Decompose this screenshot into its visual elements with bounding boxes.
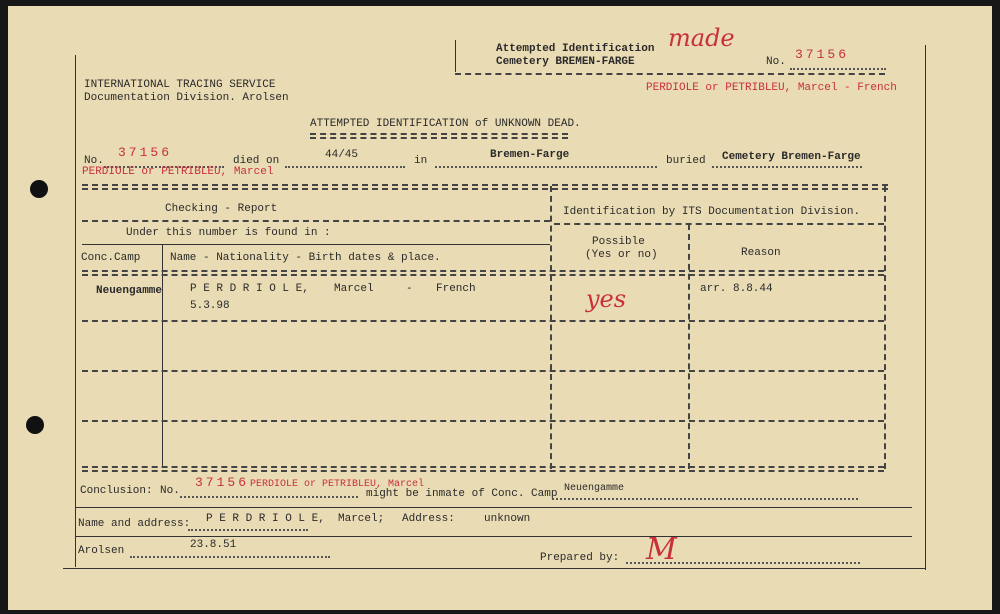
header-row-rule-2 bbox=[82, 274, 884, 276]
its-identification-header: Identification by ITS Documentation Division. bbox=[563, 206, 861, 218]
header-row-rule bbox=[82, 270, 884, 272]
its-division: Documentation Division. Arolsen bbox=[84, 92, 289, 104]
name-address-label: Name and address: bbox=[78, 518, 191, 530]
table-right-edge bbox=[884, 186, 886, 469]
conclusion-label: Conclusion: bbox=[80, 485, 153, 497]
row-rule-3 bbox=[82, 420, 884, 422]
col-possible-sub: (Yes or no) bbox=[585, 249, 658, 261]
death-place: Bremen-Farge bbox=[490, 149, 570, 161]
header-no-label: No. bbox=[766, 56, 786, 68]
cemetery-stamp: Cemetery BREMEN-FARGE bbox=[496, 56, 635, 68]
died-on-value: 44/45 bbox=[325, 149, 359, 161]
col-reason-header: Reason bbox=[741, 247, 781, 259]
camp-name-divider bbox=[162, 245, 163, 467]
page-title: ATTEMPTED IDENTIFICATION of UNKNOWN DEAD. bbox=[310, 118, 581, 130]
conclusion-camp-dots bbox=[552, 498, 858, 500]
row-dash: - bbox=[406, 283, 413, 295]
conclusion-name: PERDIOLE or PETRIBLEU, Marcel bbox=[250, 479, 425, 490]
checking-rule bbox=[82, 220, 550, 222]
under-number-text: Under this number is found in : bbox=[126, 227, 331, 239]
row-camp: Neuengamme bbox=[96, 285, 163, 297]
record-number: 37156 bbox=[118, 145, 173, 160]
header-name-ref: PERDIOLE or PETRIBLEU, Marcel - French bbox=[646, 82, 897, 94]
frame-right bbox=[925, 45, 926, 570]
record-name: PERDIOLE or PETRIBLEU, Marcel bbox=[82, 166, 274, 178]
died-on-label: died on bbox=[233, 155, 280, 167]
possible-reason-divider bbox=[688, 224, 690, 469]
row-rule-1 bbox=[82, 320, 884, 322]
table-bottom-rule-2 bbox=[82, 470, 884, 472]
row-first-name: Marcel bbox=[334, 283, 374, 295]
row-rule-2 bbox=[82, 370, 884, 372]
stamp-bottom-rule bbox=[455, 73, 885, 75]
prepared-by-initial: M bbox=[646, 532, 677, 567]
footer-date-dots bbox=[130, 556, 330, 558]
address-rule bbox=[76, 536, 912, 537]
row-birth-date: 5.3.98 bbox=[190, 300, 230, 312]
col-camp-header: Conc.Camp bbox=[81, 252, 141, 264]
address-value: unknown bbox=[484, 513, 531, 525]
checking-report-header: Checking - Report bbox=[165, 203, 278, 215]
row-reason: arr. 8.8.44 bbox=[700, 283, 773, 295]
its-rule bbox=[554, 223, 884, 225]
footer-place: Arolsen bbox=[78, 545, 125, 557]
its-name: INTERNATIONAL TRACING SERVICE bbox=[84, 79, 276, 91]
place-dots bbox=[435, 166, 657, 168]
conclusion-text: might be inmate of Conc. Camp bbox=[366, 488, 558, 500]
punch-hole-top bbox=[30, 180, 48, 198]
record-no-label: No. bbox=[84, 155, 104, 167]
title-underline-2 bbox=[310, 137, 568, 139]
table-bottom-rule bbox=[82, 466, 884, 468]
header-card-number: 37156 bbox=[795, 47, 850, 62]
stamp-left-rule bbox=[455, 40, 456, 72]
attempted-identification-stamp: Attempted Identification bbox=[496, 43, 655, 55]
address-surname: P E R D R I O L E, bbox=[206, 513, 325, 525]
header-number-dots bbox=[790, 68, 886, 70]
row-nationality: French bbox=[436, 283, 476, 295]
buried-label: buried bbox=[666, 155, 706, 167]
punch-hole-bottom bbox=[26, 416, 44, 434]
frame-left bbox=[75, 55, 76, 567]
conclusion-camp: Neuengamme bbox=[564, 483, 625, 494]
row-possible: yes bbox=[586, 285, 627, 313]
table-divider bbox=[550, 186, 552, 469]
in-label: in bbox=[414, 155, 428, 167]
conclusion-number: 37156 bbox=[195, 475, 250, 490]
address-label: Address: bbox=[402, 513, 455, 525]
buried-dots bbox=[712, 166, 862, 168]
name-address-dots bbox=[188, 529, 308, 531]
made-note: made bbox=[668, 24, 735, 52]
conclusion-no-dots bbox=[180, 496, 358, 498]
died-on-dots bbox=[285, 166, 405, 168]
buried-place: Cemetery Bremen-Farge bbox=[722, 151, 861, 163]
conclusion-rule bbox=[76, 507, 912, 508]
footer-date: 23.8.51 bbox=[190, 539, 237, 551]
conclusion-no-label: No. bbox=[160, 485, 180, 497]
frame-bottom bbox=[63, 568, 925, 569]
under-number-rule bbox=[82, 244, 550, 245]
title-underline-1 bbox=[310, 133, 568, 135]
table-top-rule-2 bbox=[82, 188, 888, 190]
address-first-name: Marcel; bbox=[338, 513, 385, 525]
prepared-by-label: Prepared by: bbox=[540, 552, 620, 564]
table-top-rule bbox=[82, 184, 888, 186]
col-name-header: Name - Nationality - Birth dates & place. bbox=[170, 252, 441, 264]
row-surname: P E R D R I O L E, bbox=[190, 283, 309, 295]
col-possible-header: Possible bbox=[592, 236, 645, 248]
